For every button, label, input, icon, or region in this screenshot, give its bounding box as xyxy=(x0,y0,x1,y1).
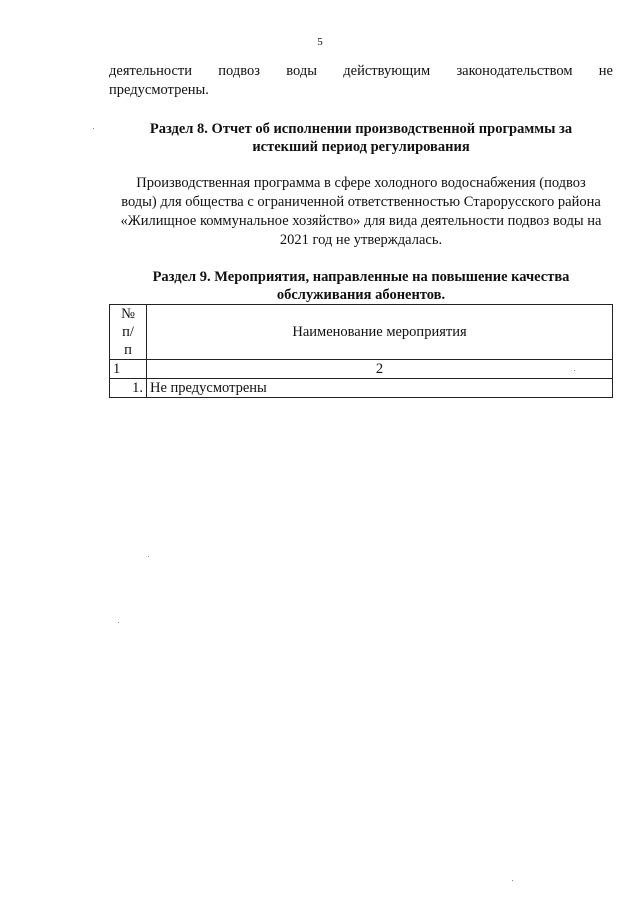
continuation-line-1: деятельности подвоз воды действующим законодательством не xyxy=(109,63,613,79)
scan-speck xyxy=(118,622,119,623)
section-9-title-line-1: Раздел 9. Мероприятия, направленные на повышение качества xyxy=(152,269,570,285)
scan-speck xyxy=(148,556,149,557)
header-name-cell: Наименование мероприятия xyxy=(147,305,613,360)
row-number: 1. xyxy=(110,379,147,398)
section-8-paragraph-line-3: «Жилищное коммунальное хозяйство» для вида деятельности подвоз воды на xyxy=(120,213,602,229)
page-number: 5 xyxy=(317,36,323,48)
section-9 xyxy=(109,268,613,398)
section-8-paragraph-line-1: Производственная программа в сфере холодного водоснабжения (подвоз xyxy=(136,175,586,191)
header-number-line-1: № xyxy=(121,306,135,322)
section-8-paragraph-line-2: воды) для общества с ограниченной ответственностью Старорусского района xyxy=(121,194,601,210)
table-column-number-row xyxy=(110,360,613,379)
row-name: Не предусмотрены xyxy=(147,379,613,398)
document-body xyxy=(109,62,613,398)
section-8-title-line-2: истекший период регулирования xyxy=(252,139,470,155)
section-9-title-line-2: обслуживания абонентов. xyxy=(276,287,446,303)
header-number-line-2: п/ xyxy=(122,324,134,340)
table-header-row xyxy=(110,305,613,360)
scan-speck xyxy=(574,370,575,371)
section-8 xyxy=(109,120,613,250)
section-8-title-line-1: Раздел 8. Отчет об исполнении производственной программы за xyxy=(149,121,573,137)
column-number-2: 2 xyxy=(147,360,613,379)
section-8-paragraph-line-4: 2021 год не утверждалась. xyxy=(279,232,443,248)
column-number-1: 1 xyxy=(110,360,147,379)
scan-speck xyxy=(93,128,94,129)
header-number-line-3: п xyxy=(124,342,132,358)
measures-table xyxy=(109,304,613,398)
header-number-cell xyxy=(110,305,147,360)
continuation-line-2: предусмотрены. xyxy=(109,82,209,98)
section-8-paragraph xyxy=(109,174,613,250)
scan-speck xyxy=(512,880,513,881)
table-row xyxy=(110,379,613,398)
